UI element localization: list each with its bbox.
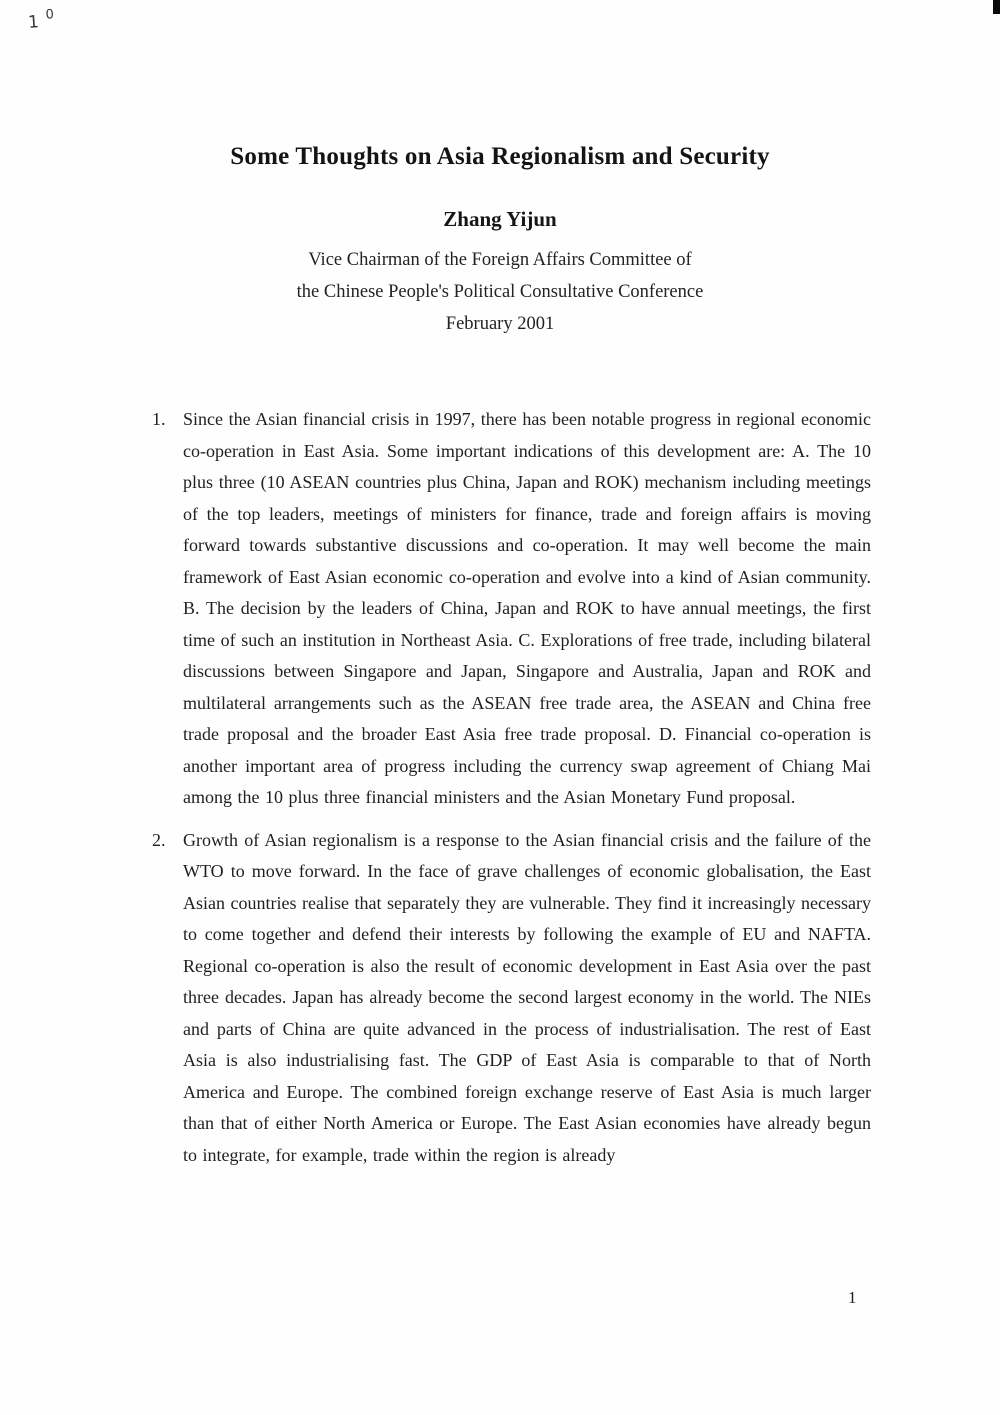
author-affiliation-line-2: the Chinese People's Political Consultative Conference — [296, 282, 704, 302]
document-header — [0, 0, 1000, 340]
scan-corner-artifact — [993, 0, 1000, 14]
document-body — [0, 404, 1000, 1171]
author-affiliation-line-1: Vice Chairman of the Foreign Affairs Committee of — [308, 250, 692, 270]
paragraph-2 — [152, 825, 871, 1172]
page-number: 1 — [848, 1288, 857, 1307]
handwritten-digit-0: 0 — [45, 7, 56, 23]
paragraph-1-number: 1. — [152, 409, 166, 429]
paragraph-1-text: Since the Asian financial crisis in 1997, there has been notable progress in regional economic co-operation in East Asia. Some important indications of this development are: A. The 10 plus three (10 ASEAN countries plus China, Japan and ROK) mechanism including meetings of the top leaders, meetings of ministers for finance, trade and foreign affairs is moving forward towards substantive discussions and co-operation. It may well become the main framework of East Asian economic co-operation and evolve into a kind of Asian community. B. The decision by the leaders of China, Japan and ROK to have annual meetings, the first time of such an institution in Northeast Asia. C. Explorations of free trade, including bilateral discussions between Singapore and Japan, Singapore and Australia, Japan and ROK and multilateral arrangements such as the ASEAN free trade area, the ASEAN and China free trade proposal and the broader East Asia free trade proposal. D. Financial co-operation is another important area of progress including the currency swap agreement of Chiang Mai among the 10 plus three financial ministers and the Asian Monetary Fund proposal. — [183, 409, 871, 807]
paragraph-2-number: 2. — [152, 829, 166, 850]
paragraph-2-text: Growth of Asian regionalism is a response to the Asian financial crisis and the failure of the WTO to move forward. In the face of grave challenges of economic globalisation, the East Asian countries realise that separately they are vulnerable. They find it increasingly necessary to come together and defend their interests by following the example of EU and NAFTA. Regional co-operation is also the result of economic development in East Asia over the past three decades. Japan has already become the second largest economy in the world. The NIEs and parts of China are quite advanced in the process of industrialisation. The rest of East Asia is also industrialising fast. The GDP of East Asia is comparable to that of North America and Europe. The combined foreign exchange reserve of East Asia is much larger than that of either North America or Europe. The East Asian economies have already begun to integrate, for example, trade within the region is already — [183, 829, 871, 1165]
document-title: Some Thoughts on Asia Regionalism and Security — [230, 143, 770, 170]
paragraph-1 — [152, 404, 871, 814]
handwritten-digit-1: 1 — [27, 12, 41, 33]
handwritten-page-annotation — [27, 7, 56, 33]
author-name: Zhang Yijun — [443, 207, 557, 231]
document-date: February 2001 — [445, 314, 555, 334]
